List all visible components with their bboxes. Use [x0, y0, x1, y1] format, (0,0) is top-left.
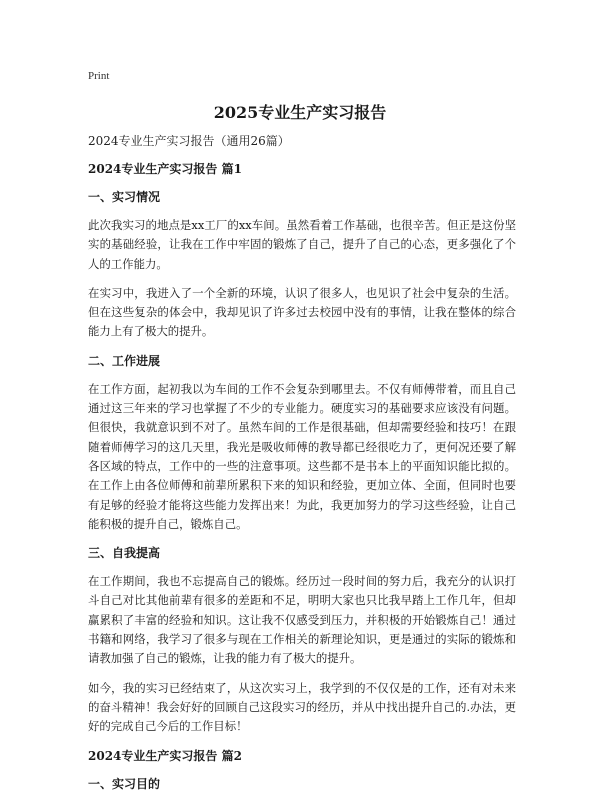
heading-work-progress: 二、工作进展 [88, 353, 161, 368]
document-title: 2025专业生产实习报告 [213, 103, 387, 122]
section-heading-1: 2024专业生产实习报告 篇1 [88, 162, 242, 176]
paragraph-2: 在实习中，我进入了一个全新的环境，认识了很多人，也见识了社会中复杂的生活。但在这些复杂的体会中，我却见识了许多过去校园中没有的事情，让我在整体的综合能力上有了极大的提升。 [88, 285, 516, 339]
heading-internship-situation: 一、实习情况 [88, 190, 161, 204]
paragraph-1: 此次我实习的地点是xx工厂的xx车间。虽然看着工作基础，也很辛苦。但正是这份坚实的基础经验，让我在工作中牢固的锻炼了自己，提升了自己的心态，更多强化了个人的工作能力。 [88, 218, 516, 271]
paragraph-5: 如今，我的实习已经结束了，从这次实习上，我学到的不仅仅是的工作，还有对未来的奋斗精神！我会好好的回顾自己这段实习的经历，并从中找出提升自己的.办法，更好的完成自己今后的工作目标！ [88, 680, 516, 734]
paragraph-3: 在工作方面，起初我以为车间的工作不会复杂到哪里去。不仅有师傅带着，而且自己通过这三年来的学习也掌握了不少的专业能力。硬度实习的基础要求应该没有问题。但很快，我就意识到不对了。虽然车间的工作是很基础，但却需要经验和技巧！在跟随着师傅学习的这几天里，我光是吸收师傅的教导都已经很吃力了，更何况还要了解各区域的特点，工作中的一些的注意事项。这些都不是书本上的平面知识能比拟的。在工作上由各位师傅和前辈所累积下来的知识和经验，更加立体、全面，但同时也要有足够的经验才能将这些能力发挥出来！为此，我更加努力的学习这些经验，让自己能积极的提升自己，锻炼自己。 [88, 381, 516, 531]
paragraph-4: 在工作期间，我也不忘提高自己的锻炼。经历过一段时间的努力后，我充分的认识打斗自己对比其他前辈有很多的差距和不足，明明大家也只比我早踏上工作几年，但却赢累积了丰富的经验和知识。这让我不仅感受到压力，并积极的开始锻炼自己！通过书籍和网络，我学习了很多与现在工作相关的新理论知识，更是通过的实际的锻炼和请教加强了自己的锻炼，让我的能力有了极大的提升。 [88, 574, 516, 666]
heading-self-improvement: 三、自我提高 [88, 546, 161, 561]
document-body [88, 132, 516, 803]
print-label[interactable]: Print [88, 70, 110, 82]
section-heading-2: 2024专业生产实习报告 篇2 [88, 748, 242, 763]
document-subtitle: 2024专业生产实习报告（通用26篇） [88, 134, 290, 148]
heading-internship-purpose: 一、实习目的 [88, 776, 161, 791]
